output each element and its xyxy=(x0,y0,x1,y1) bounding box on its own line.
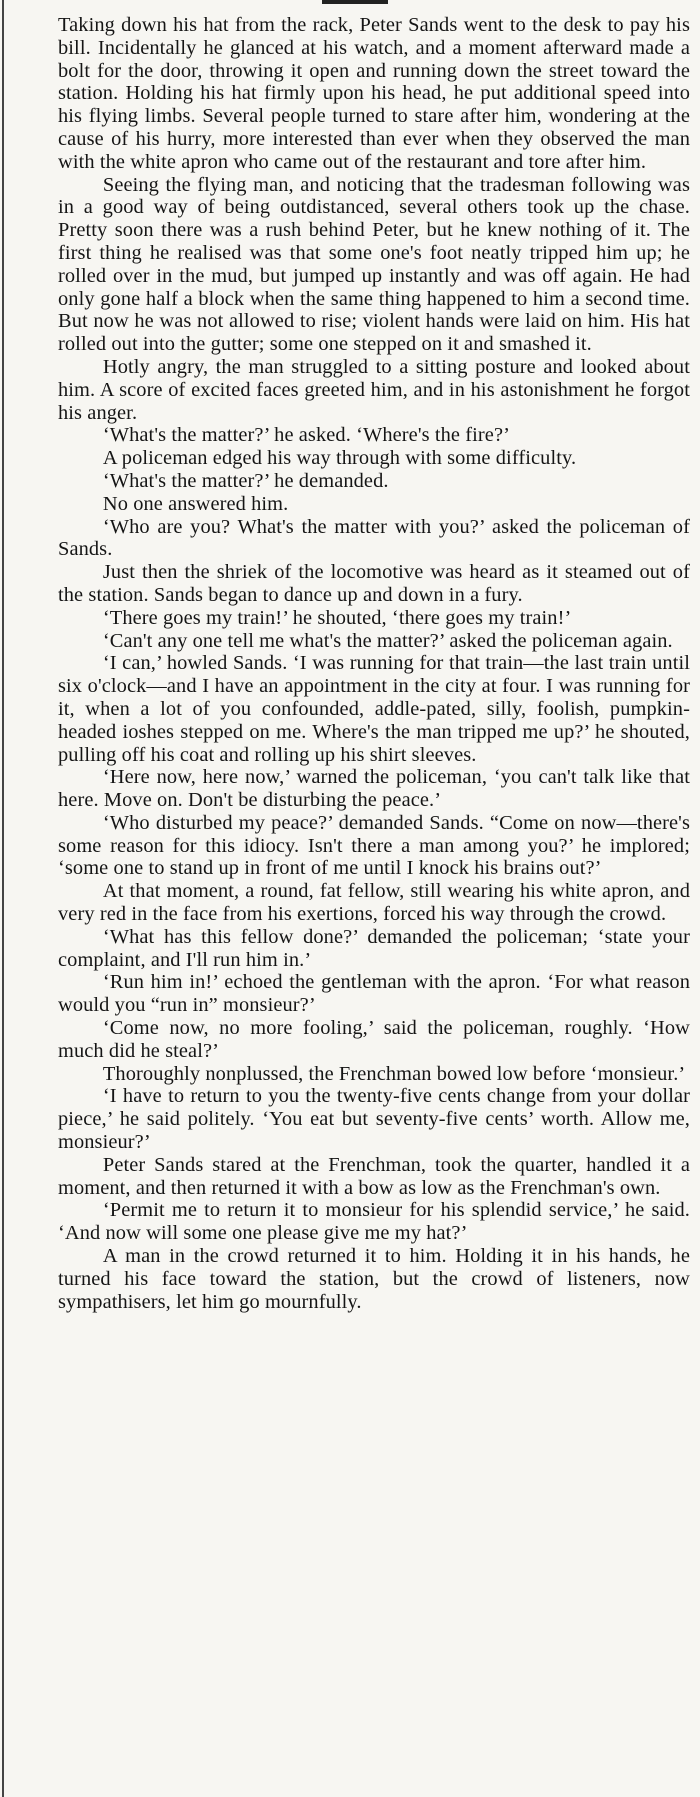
article-paragraph: Thoroughly nonplussed, the Frenchman bowed low before ‘monsieur.’ xyxy=(102,1062,686,1085)
article-paragraph: Seeing the flying man, and noticing that the tradesman following was in a good way of being outdistanced, several others took up the chase. Pretty soon there was a rush behind Peter, but he knew nothing of it. The first thing he realised was that some one's foot neatly tripped him up; he rolled over in the mud, but jumped up instantly and was off again. He had only gone half a block when the same thing happened to him a second time. But now he was not allowed to rise; violent hands were laid on him. His hat rolled out into the gutter; some one stepped on it and smashed it. xyxy=(58,173,690,356)
top-rule xyxy=(322,0,388,4)
article-paragraph: ‘Run him in!’ echoed the gentleman with the apron. ‘For what reason would you “run in” monsieur?’ xyxy=(58,971,690,1017)
article-paragraph: ‘What's the matter?’ he asked. ‘Where's the fire?’ xyxy=(102,424,510,447)
article-paragraph: Hotly angry, the man struggled to a sitting posture and looked about him. A score of excited faces greeted him, and in his astonishment he forgot his anger. xyxy=(58,355,690,424)
column-rule xyxy=(2,0,4,1797)
article-paragraph: ‘Here now, here now,’ warned the policeman, ‘you can't talk like that here. Move on. Don't be disturbing the peace.’ xyxy=(58,766,690,812)
article-paragraph: A man in the crowd returned it to him. Holding it in his hands, he turned his face toward the station, but the crowd of listeners, now sympathisers, let him go mournfully. xyxy=(58,1245,690,1313)
article-paragraph: ‘Who are you? What's the matter with you?’ asked the policeman of Sands. xyxy=(58,515,690,561)
article-paragraph: ‘Come now, no more fooling,’ said the policeman, roughly. ‘How much did he steal?’ xyxy=(58,1017,690,1062)
article-paragraph: ‘Permit me to return it to monsieur for his splendid service,’ he said. ‘And now will some one please give me my hat?’ xyxy=(58,1199,690,1245)
article-paragraph: ‘Can't any one tell me what's the matter?’ asked the policeman again. xyxy=(102,629,673,652)
article-paragraph: ‘I can,’ howled Sands. ‘I was running for that train—the last train until six o'clock—and I have an appointment in the city at four. I was running for it, when a lot of you confounded, addle-pated, silly, foolish, pumpkin-headed ioshes stepped on me. Where's the man tripped me up?’ he shouted, pulling off his coat and rolling up his shirt sleeves. xyxy=(58,652,690,766)
article-paragraph: Just then the shriek of the locomotive was heard as it steamed out of the station. Sands began to dance up and down in a fury. xyxy=(58,561,690,606)
article-paragraph: Taking down his hat from the rack, Peter Sands went to the desk to pay his bill. Incidentally he glanced at his watch, and a moment afterward made a bolt for the door, throwing it open and running down the street toward the station. Holding his hat firmly upon his head, he put additional speed into his flying limbs. Several people turned to stare after him, wondering at the cause of his hurry, more interested than ever when they observed the man with the white apron who came out of the restaurant and tore after him. xyxy=(58,14,690,173)
article-paragraph: ‘What has this fellow done?’ demanded the policeman; ‘state your complaint, and I'll run him in.’ xyxy=(58,925,690,971)
article-column xyxy=(58,14,690,1313)
article-paragraph: A policeman edged his way through with some difficulty. xyxy=(102,447,577,470)
article-paragraph: ‘There goes my train!’ he shouted, ‘there goes my train!’ xyxy=(102,606,572,629)
article-paragraph: ‘Who disturbed my peace?’ demanded Sands. “Come on now—there's some reason for this idiocy. Isn't there a man among you?’ he implored; ‘some one to stand up in front of me until I knock his brains out?’ xyxy=(58,811,690,880)
article-paragraph: Peter Sands stared at the Frenchman, took the quarter, handled it a moment, and then returned it with a bow as low as the Frenchman's own. xyxy=(58,1153,690,1199)
article-paragraph: At that moment, a round, fat fellow, still wearing his white apron, and very red in the face from his exertions, forced his way through the crowd. xyxy=(58,880,690,926)
article-paragraph: No one answered him. xyxy=(102,492,289,515)
article-paragraph: ‘I have to return to you the twenty-five cents change from your dollar piece,’ he said politely. ‘You eat but seventy-five cents’ worth. Allow me, monsieur?’ xyxy=(58,1085,690,1154)
article-paragraph: ‘What's the matter?’ he demanded. xyxy=(102,469,389,492)
